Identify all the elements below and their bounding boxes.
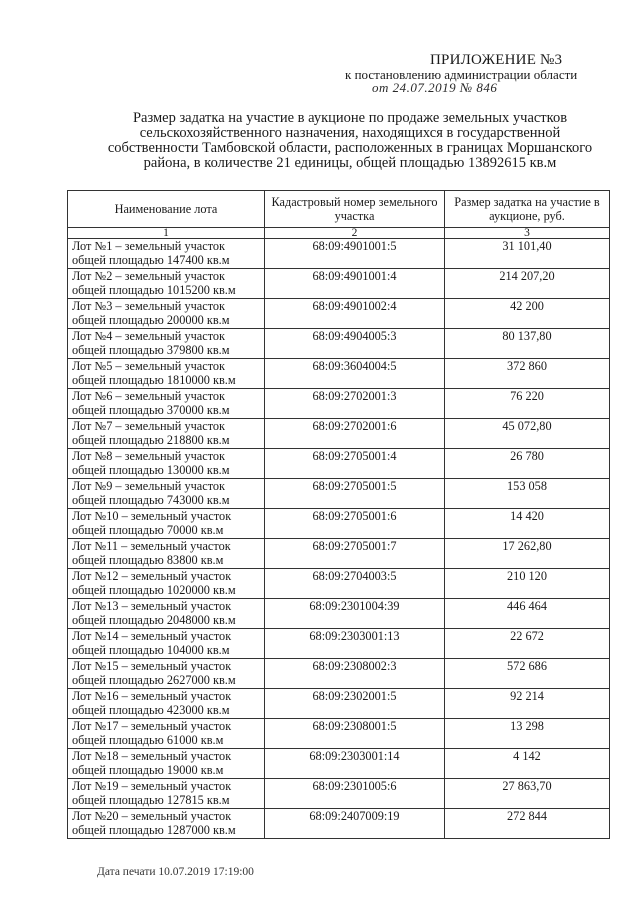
- column-number: 2: [265, 228, 445, 239]
- deposit-table: [67, 190, 610, 839]
- table-header-row: [68, 191, 610, 228]
- lot-cell: Лот №6 – земельный участок общей площадью 370000 кв.м: [68, 389, 265, 419]
- lot-cell: Лот №1 – земельный участок общей площадью 147400 кв.м: [68, 239, 265, 269]
- cadastral-number-cell: 68:09:2702001:3: [265, 389, 445, 419]
- table-row: [68, 389, 610, 419]
- column-number: 1: [68, 228, 265, 239]
- table-row: [68, 599, 610, 629]
- deposit-amount-cell: 372 860: [445, 359, 610, 389]
- deposit-amount-cell: 45 072,80: [445, 419, 610, 449]
- table-row: [68, 359, 610, 389]
- table-row: [68, 419, 610, 449]
- table-row: [68, 629, 610, 659]
- lot-cell: Лот №5 – земельный участок общей площадью 1810000 кв.м: [68, 359, 265, 389]
- cadastral-number-cell: 68:09:3604004:5: [265, 359, 445, 389]
- table-row: [68, 239, 610, 269]
- column-header-deposit: Размер задатка на участие в аукционе, руб.: [445, 191, 610, 228]
- table-row: [68, 659, 610, 689]
- lot-cell: Лот №8 – земельный участок общей площадью 130000 кв.м: [68, 449, 265, 479]
- cadastral-number-cell: 68:09:2303001:13: [265, 629, 445, 659]
- lot-cell: Лот №10 – земельный участок общей площадью 70000 кв.м: [68, 509, 265, 539]
- deposit-amount-cell: 4 142: [445, 749, 610, 779]
- cadastral-number-cell: 68:09:2308002:3: [265, 659, 445, 689]
- cadastral-number-cell: 68:09:4901001:5: [265, 239, 445, 269]
- deposit-amount-cell: 13 298: [445, 719, 610, 749]
- deposit-amount-cell: 17 262,80: [445, 539, 610, 569]
- cadastral-number-cell: 68:09:2301005:6: [265, 779, 445, 809]
- table-row: [68, 329, 610, 359]
- deposit-amount-cell: 22 672: [445, 629, 610, 659]
- deposit-amount-cell: 14 420: [445, 509, 610, 539]
- cadastral-number-cell: 68:09:2308001:5: [265, 719, 445, 749]
- cadastral-number-cell: 68:09:2705001:5: [265, 479, 445, 509]
- deposit-amount-cell: 80 137,80: [445, 329, 610, 359]
- cadastral-number-cell: 68:09:2704003:5: [265, 569, 445, 599]
- table-row: [68, 689, 610, 719]
- cadastral-number-cell: 68:09:2702001:6: [265, 419, 445, 449]
- deposit-amount-cell: 153 058: [445, 479, 610, 509]
- appendix-title: ПРИЛОЖЕНИЕ №3: [430, 52, 563, 68]
- column-header-lot: Наименование лота: [68, 191, 265, 228]
- column-number: 3: [445, 228, 610, 239]
- table-column-numbers-row: [68, 228, 610, 239]
- cadastral-number-cell: 68:09:2705001:4: [265, 449, 445, 479]
- deposit-amount-cell: 210 120: [445, 569, 610, 599]
- print-date: Дата печати 10.07.2019 17:19:00: [97, 866, 254, 878]
- table-row: [68, 569, 610, 599]
- cadastral-number-cell: 68:09:2302001:5: [265, 689, 445, 719]
- table-row: [68, 509, 610, 539]
- deposit-amount-cell: 572 686: [445, 659, 610, 689]
- lot-cell: Лот №18 – земельный участок общей площадью 19000 кв.м: [68, 749, 265, 779]
- table-row: [68, 749, 610, 779]
- lot-cell: Лот №9 – земельный участок общей площадью 743000 кв.м: [68, 479, 265, 509]
- lot-cell: Лот №17 – земельный участок общей площадью 61000 кв.м: [68, 719, 265, 749]
- lot-cell: Лот №2 – земельный участок общей площадью 1015200 кв.м: [68, 269, 265, 299]
- lot-cell: Лот №13 – земельный участок общей площадью 2048000 кв.м: [68, 599, 265, 629]
- table-row: [68, 539, 610, 569]
- lot-cell: Лот №16 – земельный участок общей площадью 423000 кв.м: [68, 689, 265, 719]
- lot-cell: Лот №4 – земельный участок общей площадью 379800 кв.м: [68, 329, 265, 359]
- deposit-amount-cell: 446 464: [445, 599, 610, 629]
- lot-cell: Лот №20 – земельный участок общей площадью 1287000 кв.м: [68, 809, 265, 839]
- cadastral-number-cell: 68:09:2705001:6: [265, 509, 445, 539]
- deposit-amount-cell: 26 780: [445, 449, 610, 479]
- table-row: [68, 299, 610, 329]
- deposit-amount-cell: 27 863,70: [445, 779, 610, 809]
- table-row: [68, 479, 610, 509]
- deposit-amount-cell: 76 220: [445, 389, 610, 419]
- table-row: [68, 809, 610, 839]
- deposit-amount-cell: 31 101,40: [445, 239, 610, 269]
- table-row: [68, 449, 610, 479]
- column-header-cadastral: Кадастровый номер земельного участка: [265, 191, 445, 228]
- cadastral-number-cell: 68:09:4901002:4: [265, 299, 445, 329]
- lot-cell: Лот №7 – земельный участок общей площадью 218800 кв.м: [68, 419, 265, 449]
- cadastral-number-cell: 68:09:2303001:14: [265, 749, 445, 779]
- table-row: [68, 719, 610, 749]
- lot-cell: Лот №11 – земельный участок общей площадью 83800 кв.м: [68, 539, 265, 569]
- lot-cell: Лот №14 – земельный участок общей площадью 104000 кв.м: [68, 629, 265, 659]
- deposit-amount-cell: 214 207,20: [445, 269, 610, 299]
- cadastral-number-cell: 68:09:2407009:19: [265, 809, 445, 839]
- deposit-amount-cell: 42 200: [445, 299, 610, 329]
- cadastral-number-cell: 68:09:2705001:7: [265, 539, 445, 569]
- handwritten-date-number: от 24.07.2019 № 846: [372, 80, 498, 95]
- lot-cell: Лот №15 – земельный участок общей площадью 2627000 кв.м: [68, 659, 265, 689]
- appendix-subtitle: к постановлению администрации области: [345, 67, 578, 82]
- cadastral-number-cell: 68:09:4904005:3: [265, 329, 445, 359]
- lot-cell: Лот №19 – земельный участок общей площадью 127815 кв.м: [68, 779, 265, 809]
- lot-cell: Лот №12 – земельный участок общей площадью 1020000 кв.м: [68, 569, 265, 599]
- table-body: [68, 239, 610, 839]
- lot-cell: Лот №3 – земельный участок общей площадью 200000 кв.м: [68, 299, 265, 329]
- deposit-amount-cell: 272 844: [445, 809, 610, 839]
- document-title: Размер задатка на участие в аукционе по продаже земельных участков сельскохозяйственного назначения, находящихся в государственной собственности Тамбовской области, расположенных в границах Моршанского района, в количестве 21 единицы, общей площадью 13892615 кв.м: [107, 110, 593, 171]
- cadastral-number-cell: 68:09:2301004:39: [265, 599, 445, 629]
- table-row: [68, 269, 610, 299]
- deposit-amount-cell: 92 214: [445, 689, 610, 719]
- table-row: [68, 779, 610, 809]
- cadastral-number-cell: 68:09:4901001:4: [265, 269, 445, 299]
